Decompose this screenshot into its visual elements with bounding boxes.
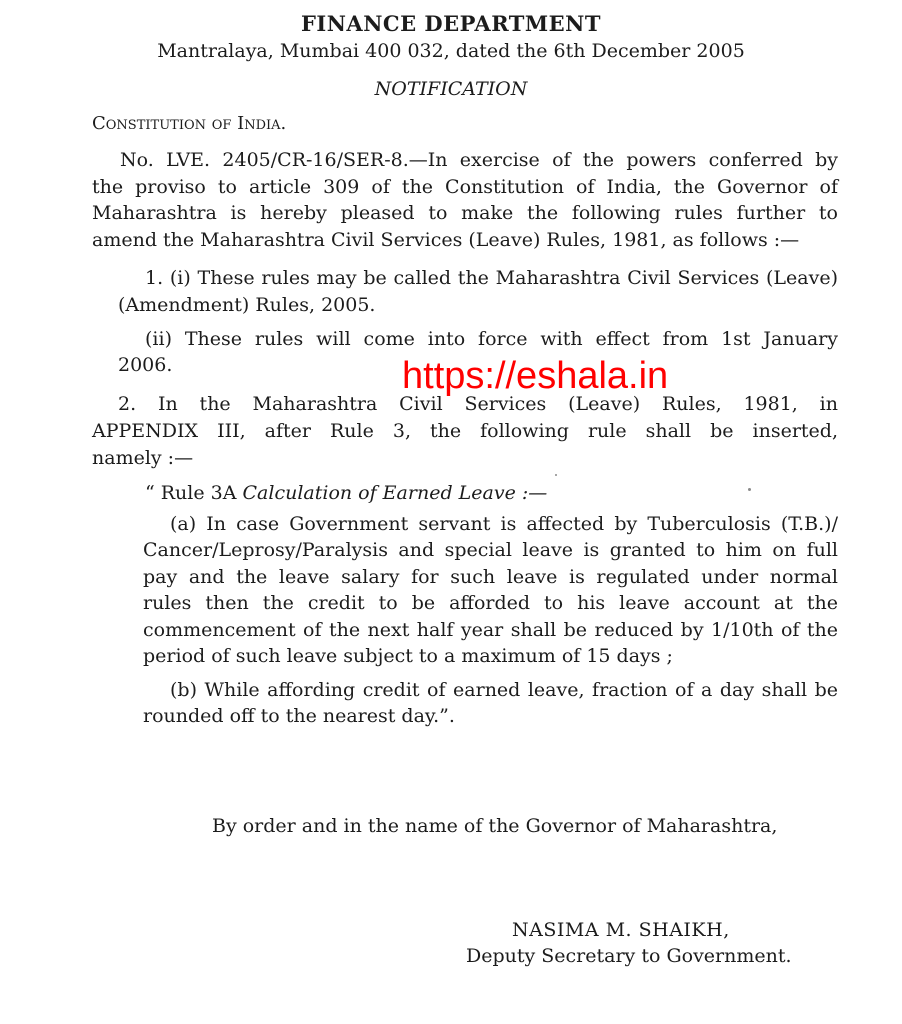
signatory-designation: Deputy Secretary to Government. xyxy=(466,945,792,967)
clause-2-line-1: 2. In the Maharashtra Civil Services (Leave) Rules, 1981, in xyxy=(118,393,838,415)
clause-1-ii-line-2: 2006. xyxy=(118,354,173,376)
rule-3a-b-line-2: rounded off to the nearest day.”. xyxy=(143,705,455,727)
clause-2-line-2: APPENDIX III, after Rule 3, the following rule shall be inserted, xyxy=(92,420,838,442)
rule-3a-a-line-2: Cancer/Leprosy/Paralysis and special leave is granted to him on full xyxy=(143,539,838,561)
department-title: FINANCE DEPARTMENT xyxy=(300,11,601,36)
clause-1-i-line-1: 1. (i) These rules may be called the Maharashtra Civil Services (Leave) xyxy=(145,267,838,289)
scan-speck xyxy=(748,488,751,491)
address-date-line: Mantralaya, Mumbai 400 032, dated the 6th December 2005 xyxy=(157,40,745,62)
clause-1-ii-line-1: (ii) These rules will come into force with effect from 1st January xyxy=(145,328,838,350)
clause-1-i-line-2: (Amendment) Rules, 2005. xyxy=(118,294,376,316)
preamble-line-4: amend the Maharashtra Civil Services (Leave) Rules, 1981, as follows :— xyxy=(92,229,800,251)
notification-heading: NOTIFICATION xyxy=(374,78,528,100)
rule-3a-b-line-1: (b) While affording credit of earned leave, fraction of a day shall be xyxy=(170,679,838,701)
subject-line: Constitution of India. xyxy=(92,113,287,134)
rule-3a-a-line-5: commencement of the next half year shall be reduced by 1/10th of the xyxy=(143,619,838,641)
clause-2-line-3: namely :— xyxy=(92,447,194,469)
rule-3a-a-line-4: rules then the credit to be afforded to his leave account at the xyxy=(143,592,838,614)
rule-3a-prefix: “ Rule 3A xyxy=(145,482,243,504)
preamble-line-2: the proviso to article 309 of the Constitution of India, the Governor of xyxy=(92,176,838,198)
order-line: By order and in the name of the Governor of Maharashtra, xyxy=(212,815,778,837)
rule-3a-a-line-1: (a) In case Government servant is affected by Tuberculosis (T.B.)/ xyxy=(170,513,838,535)
preamble-line-3: Maharashtra is hereby pleased to make the following rules further to xyxy=(92,202,838,224)
rule-3a-a-line-6: period of such leave subject to a maximum of 15 days ; xyxy=(143,645,673,667)
signatory-name: NASIMA M. SHAIKH, xyxy=(512,919,730,941)
preamble-line-1: No. LVE. 2405/CR-16/SER-8.—In exercise of the powers conferred by xyxy=(120,149,838,171)
rule-3a-heading xyxy=(145,481,547,505)
rule-3a-title: Calculation of Earned Leave :— xyxy=(242,482,548,504)
watermark-link: https://eshala.in xyxy=(402,355,669,397)
scan-speck xyxy=(555,474,557,476)
rule-3a-a-line-3: pay and the leave salary for such leave is regulated under normal xyxy=(143,566,838,588)
